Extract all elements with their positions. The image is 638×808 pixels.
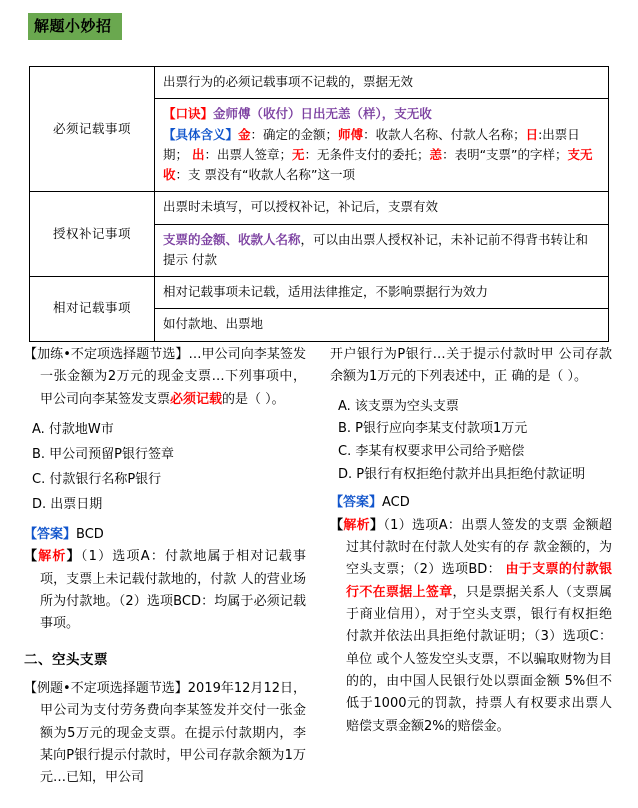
mnemonic-key-5: 无 <box>292 146 305 162</box>
row-label-must-record: 必须记载事项 <box>30 67 155 192</box>
mnemonic-phrase: 金师傅（收付）日出无恙（样），支无收 <box>213 106 432 122</box>
question2-stem-prefix: 【例题•不定项选择题节选】 <box>24 680 188 696</box>
question2-analysis <box>330 515 612 739</box>
question1-answer-value: BCD <box>76 526 104 542</box>
authorized-supplement-rule: 出票时未填写，可以授权补记，补记后，支票有效 <box>155 192 609 224</box>
mnemonic-key-3: 日 <box>525 126 539 142</box>
table-row <box>30 192 609 224</box>
mnemonic-val-7: ：支 票没有“收款人名称”这一项 <box>175 167 355 182</box>
mnemonic-val-1: ：确定的金额； <box>250 126 339 142</box>
analysis-tag-word: 解析 <box>38 549 67 565</box>
right-column <box>330 344 612 738</box>
question2-answer <box>330 492 612 514</box>
question1-stem-prefix: 【加练•不定项选择题节选】 <box>24 347 189 362</box>
question1-analysis <box>24 546 306 635</box>
authorized-supplement-detail <box>155 224 609 277</box>
mnemonic-key-1: 金 <box>238 126 251 142</box>
mnemonic-meaning-tag: 【具体含义】 <box>163 126 239 142</box>
question2-stem-body: 2019年12月12日，甲公司为支付劳务费向李某签发并交付一张金额为5万元的现金支票。在提示付款期内，李某向P银行提示付款时，甲公司存款余额为1万元…已知，甲公司 <box>40 680 306 786</box>
question2-option-b[interactable]: B. P银行应向李某支付款项1万元 <box>338 421 528 437</box>
analysis-bracket-close: 】 <box>66 549 81 565</box>
left-column <box>24 344 306 790</box>
mnemonic-val-2: ：收款人名称、付款人名称； <box>363 126 526 142</box>
analysis-bracket-close: 】 <box>369 517 384 533</box>
row-label-authorized-supplement: 授权补记事项 <box>30 192 155 277</box>
table-row <box>30 277 609 309</box>
authorized-supplement-highlight: 支票的金额、收款人名称 <box>163 231 301 247</box>
question2-answer-tag: 【答案】 <box>330 495 383 511</box>
question1-option-a[interactable]: A. 付款地W市 <box>32 422 114 438</box>
body-columns <box>0 344 638 808</box>
question1-stem-body: …甲公司向李某签发一张金额为2万元的现金支票…下列事项中，甲公司向李某签发支票 <box>40 347 306 407</box>
question2-options <box>330 396 612 486</box>
question1-stem-emphasis: 必须记载 <box>170 391 223 407</box>
must-record-rule: 出票行为的必须记载事项不记载的，票据无效 <box>155 67 609 99</box>
question1-answer <box>24 524 306 546</box>
section-badge: 解题小妙招 <box>28 13 122 40</box>
mnemonic-val-4: ：出票人签章； <box>204 146 293 162</box>
question2-option-a[interactable]: A. 该支票为空头支票 <box>338 398 459 414</box>
table-row <box>30 67 609 99</box>
mnemonic-tag: 【口诀】 <box>163 106 214 122</box>
mnemonic-key-7: 支无收 <box>163 146 593 182</box>
question2-answer-value: ACD <box>382 495 410 511</box>
question1-answer-tag: 【答案】 <box>24 526 77 542</box>
question2-option-d[interactable]: D. P银行有权拒绝付款并出具拒绝付款证明 <box>338 466 586 482</box>
question2-analysis-part1: （1）选项A：出票人签发的支票 金额超过其付款时在付款人处实有的存 款金额的，为空头支票；（2）选项BD： <box>346 517 612 578</box>
mnemonic-val-5: ：无条件支付的委托； <box>304 146 430 162</box>
question2-analysis-part2: ，只是票据关系人（支票属于商业信用），对于空头支票，银行有权拒绝付款并依法出具拒绝付款证明；（3）选项C：单位 或个人签发空头支票，不以骗取财物为目的的，由中国人民银行处以票面金额 5%但不低于1000元的罚款，持票人有权要求出票人赔偿支票金额2%的赔偿金。 <box>346 584 612 734</box>
mnemonic-line-1 <box>163 104 600 124</box>
question2-stem <box>24 678 306 790</box>
mnemonic-val-3: :出票日期； <box>163 126 580 162</box>
mnemonic-line-2 <box>163 125 600 186</box>
question1-option-b[interactable]: B. 甲公司预留P银行签章 <box>32 447 175 463</box>
question1-options <box>24 418 306 518</box>
question1-stem-suffix: 的是（ ）。 <box>222 391 285 407</box>
relative-record-example: 如付款地、出票地 <box>155 309 609 341</box>
question1-option-d[interactable]: D. 出票日期 <box>32 496 103 512</box>
row-label-relative-record: 相对记载事项 <box>30 277 155 342</box>
must-record-table-wrapper <box>29 66 609 342</box>
spacer <box>24 636 306 649</box>
analysis-bracket-open: 【 <box>24 549 39 565</box>
mnemonic-key-2: 师傅 <box>338 126 364 142</box>
analysis-bracket-open: 【 <box>330 517 344 533</box>
section-heading-blank-check: 二、空头支票 <box>24 651 108 668</box>
relative-record-rule: 相对记载事项未记载，适用法律推定，不影响票据行为效力 <box>155 277 609 309</box>
authorized-supplement-rest: ，可以由出票人授权补记，未补记前不得背书转让和提示 付款 <box>163 231 589 267</box>
mnemonic-val-6: ：表明“支票”的字样； <box>442 146 568 162</box>
analysis-tag-word: 解析 <box>343 517 370 533</box>
question1-option-c[interactable]: C. 付款银行名称P银行 <box>32 471 162 487</box>
must-record-mnemonic <box>155 99 609 192</box>
must-record-table <box>29 66 609 342</box>
section-badge-wrapper <box>28 13 122 40</box>
question2-stem-continued: 开户银行为P银行…关于提示付款时甲 公司存款余额为1万元的下列表述中，正 确的是（ ）。 <box>330 347 612 385</box>
mnemonic-key-4: 出 <box>191 146 205 162</box>
question1-stem <box>24 344 306 411</box>
question2-analysis-emphasis: 由于支票的付款银行不在票据上签章 <box>346 562 612 600</box>
question2-option-c[interactable]: C. 李某有权要求甲公司给予赔偿 <box>338 443 525 459</box>
mnemonic-key-6: 恙 <box>429 146 443 162</box>
question1-analysis-body: （1）选项A：付款地属于相对记载事项，支票上未记载付款地的，付款 人的营业场所为付款地。（2）选项BCD：均属于必须记载事项。 <box>40 549 306 632</box>
